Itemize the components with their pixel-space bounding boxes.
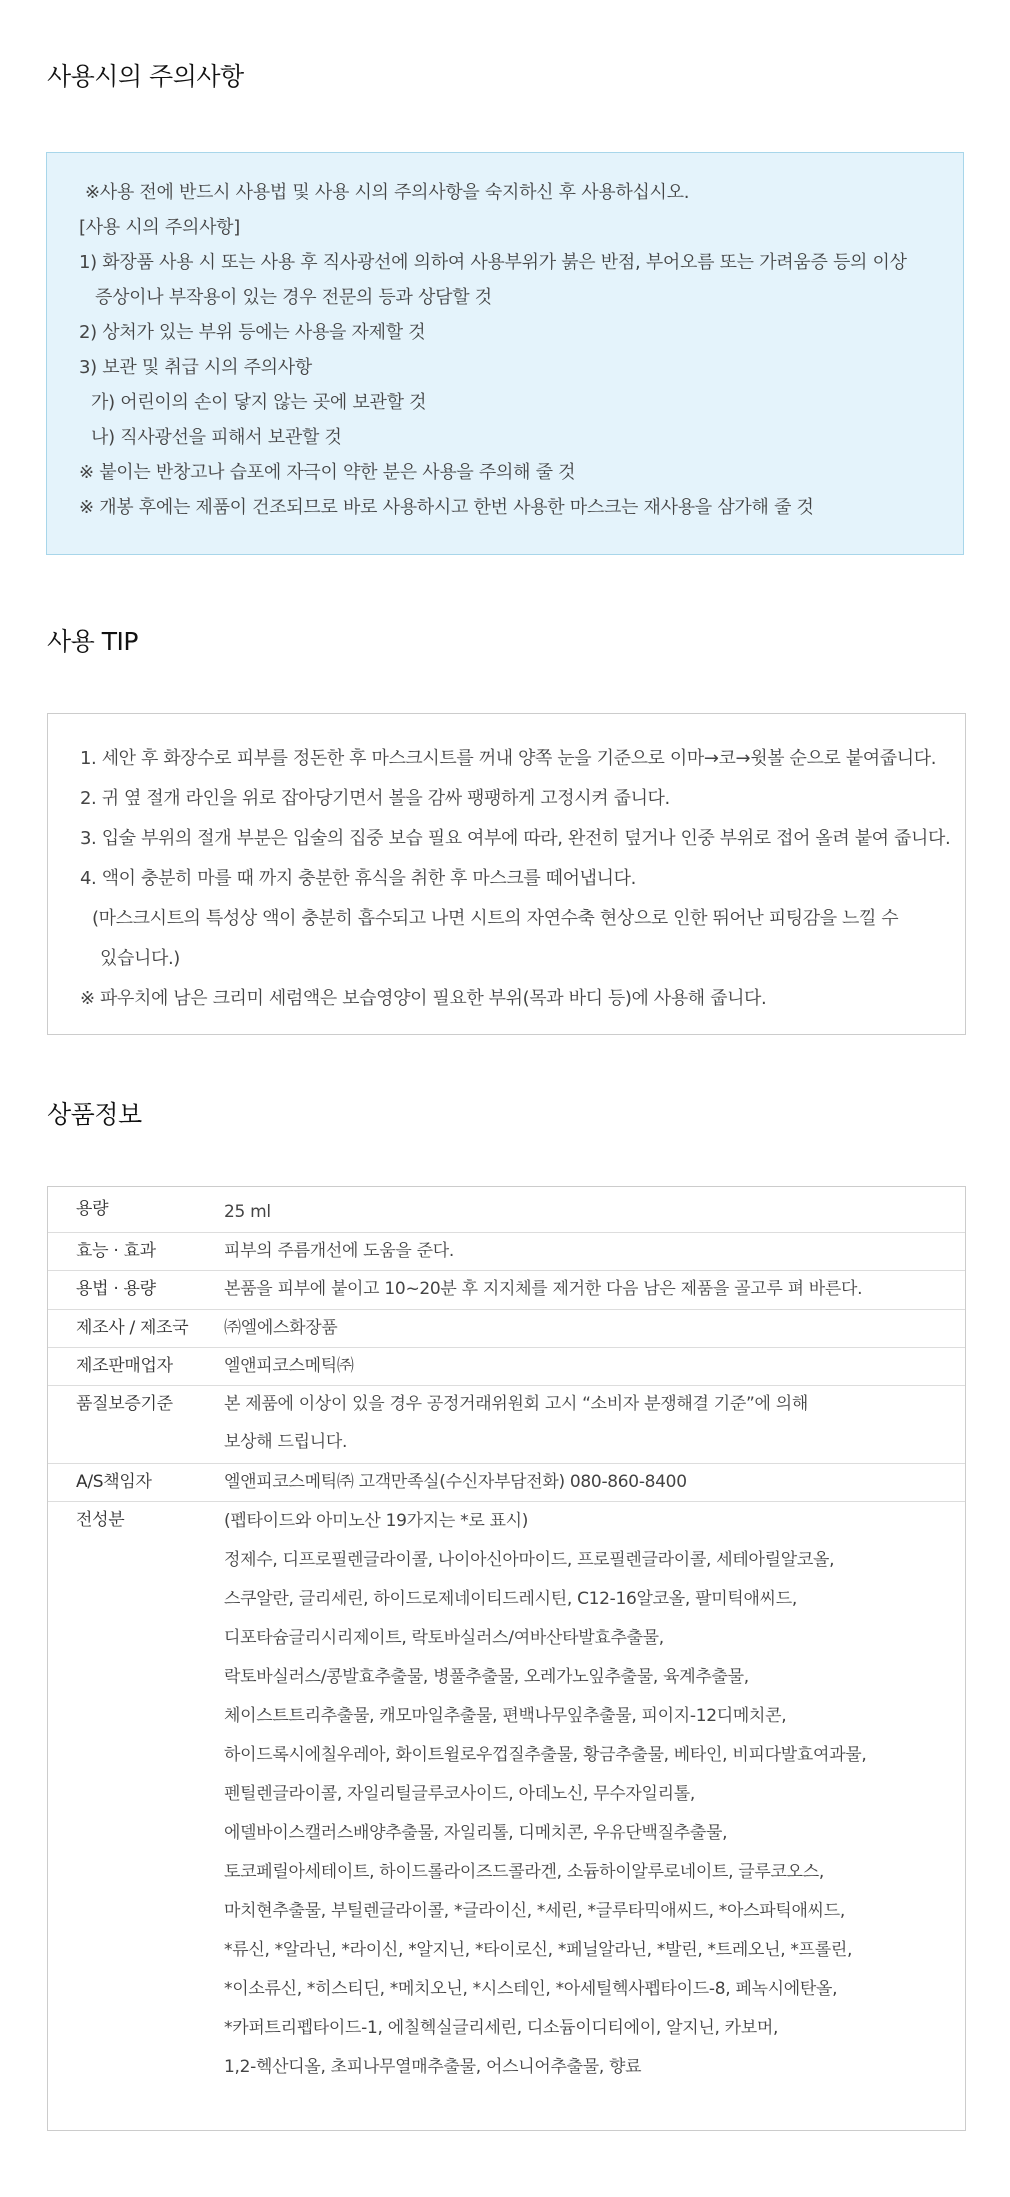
product-title: 상품정보 — [47, 1100, 142, 1129]
tip-line: (마스크시트의 특성상 액이 충분히 흡수되고 나면 시트의 자연수축 현상으로 인한 뛰어난 피팅감을 느낄 수 — [92, 908, 899, 929]
ingredients-list — [224, 1502, 965, 2130]
caution-line: [사용 시의 주의사항] — [79, 217, 240, 238]
row-value — [224, 1464, 965, 1501]
caution-box — [46, 152, 964, 555]
row-label: 용량 — [76, 1199, 109, 1219]
table-row — [48, 1348, 965, 1386]
product-info-table — [47, 1186, 966, 2131]
row-value — [224, 1233, 965, 1270]
tip-box — [47, 713, 966, 1035]
tip-line: 4. 액이 충분히 마를 때 까지 충분한 휴식을 취한 후 마스크를 떼어냅니다. — [80, 868, 636, 889]
caution-line: 나) 직사광선을 피해서 보관할 것 — [91, 427, 342, 448]
table-row — [48, 1187, 965, 1233]
tip-line: 3. 입술 부위의 절개 부분은 입술의 집중 보습 필요 여부에 따라, 완전히 덮거나 인중 부위로 접어 올려 붙여 줍니다. — [80, 828, 951, 849]
value-line: 1,2-헥산디올, 초피나무열매추출물, 어스니어추출물, 향료 — [224, 2057, 642, 2077]
tip-line: 2. 귀 옆 절개 라인을 위로 잡아당기면서 볼을 감싸 팽팽하게 고정시켜 줍니다. — [80, 788, 670, 809]
value-line: 디포타슘글리시리제이트, 락토바실러스/여바산타발효추출물, — [224, 1628, 664, 1648]
caution-line: ※ 개봉 후에는 제품이 건조되므로 바로 사용하시고 한번 사용한 마스크는 재사용을 삼가해 줄 것 — [79, 497, 814, 518]
row-label: 용법 · 용량 — [76, 1279, 156, 1299]
value-line: 25 ml — [224, 1202, 271, 1222]
caution-line: 2) 상처가 있는 부위 등에는 사용을 자제할 것 — [79, 322, 426, 343]
value-line: 엘앤피코스메틱㈜ 고객만족실(수신자부담전화) 080-860-8400 — [224, 1472, 687, 1492]
value-line: *이소류신, *히스티딘, *메치오닌, *시스테인, *아세틸헥사펩타이드-8, 페녹시에탄올, — [224, 1979, 838, 1999]
table-row — [48, 1310, 965, 1348]
value-line: ㈜엘에스화장품 — [224, 1318, 338, 1338]
row-label: 제조사 / 제조국 — [76, 1318, 189, 1338]
row-label: 품질보증기준 — [76, 1394, 173, 1414]
row-label: 효능 · 효과 — [76, 1241, 156, 1261]
row-label: 제조판매업자 — [76, 1356, 173, 1376]
tip-line: ※ 파우치에 남은 크리미 세럼액은 보습영양이 필요한 부위(목과 바디 등)에 사용해 줍니다. — [80, 988, 767, 1009]
caution-line: ※사용 전에 반드시 사용법 및 사용 시의 주의사항을 숙지하신 후 사용하십시오. — [85, 182, 690, 203]
caution-line: 3) 보관 및 취급 시의 주의사항 — [79, 357, 312, 378]
value-line: 마치현추출물, 부틸렌글라이콜, *글라이신, *세린, *글루타믹애씨드, *아스파틱애씨드, — [224, 1901, 845, 1921]
table-row — [48, 1271, 965, 1310]
table-row — [48, 1502, 965, 2130]
value-line: 토코페릴아세테이트, 하이드롤라이즈드콜라겐, 소듐하이알루로네이트, 글루코오스, — [224, 1862, 824, 1882]
tip-line: 있습니다.) — [100, 948, 180, 969]
value-line: (펩타이드와 아미노산 19가지는 *로 표시) — [224, 1511, 529, 1531]
row-label: A/S책임자 — [76, 1472, 152, 1492]
value-line: 에델바이스캘러스배양추출물, 자일리톨, 디메치콘, 우유단백질추출물, — [224, 1823, 728, 1843]
value-line: 본품을 피부에 붙이고 10~20분 후 지지체를 제거한 다음 남은 제품을 골고루 펴 바른다. — [224, 1279, 863, 1299]
caution-title: 사용시의 주의사항 — [47, 62, 244, 91]
row-value — [224, 1348, 965, 1385]
value-line: 하이드록시에칠우레아, 화이트윌로우껍질추출물, 황금추출물, 베타인, 비피다발효여과물, — [224, 1745, 867, 1765]
table-row — [48, 1233, 965, 1271]
caution-line: 가) 어린이의 손이 닿지 않는 곳에 보관할 것 — [91, 392, 427, 413]
value-line: 엘앤피코스메틱㈜ — [224, 1356, 354, 1376]
row-value — [224, 1386, 965, 1463]
value-line: *류신, *알라닌, *라이신, *알지닌, *타이로신, *페닐알라닌, *발린, *트레오닌, *프롤린, — [224, 1940, 853, 1960]
value-line: 펜틸렌글라이콜, 자일리틸글루코사이드, 아데노신, 무수자일리톨, — [224, 1784, 696, 1804]
caution-line: 증상이나 부작용이 있는 경우 전문의 등과 상담할 것 — [95, 287, 492, 308]
tip-line: 1. 세안 후 화장수로 피부를 정돈한 후 마스크시트를 꺼내 양쪽 눈을 기준으로 이마→코→윗볼 순으로 붙여줍니다. — [80, 748, 937, 769]
value-line: 본 제품에 이상이 있을 경우 공정거래위원회 고시 “소비자 분쟁해결 기준”에 의해 — [224, 1394, 808, 1414]
value-line: 피부의 주름개선에 도움을 준다. — [224, 1241, 455, 1261]
caution-line: ※ 붙이는 반창고나 습포에 자극이 약한 분은 사용을 주의해 줄 것 — [79, 462, 576, 483]
value-line: 스쿠알란, 글리세린, 하이드로제네이티드레시틴, C12-16알코올, 팔미틱애씨드, — [224, 1589, 797, 1609]
value-line: *카퍼트리펩타이드-1, 에칠헥실글리세린, 디소듐이디티에이, 알지닌, 카보머, — [224, 2018, 779, 2038]
tip-title: 사용 TIP — [47, 627, 138, 656]
row-label: 전성분 — [76, 1510, 125, 1530]
value-line: 락토바실러스/콩발효추출물, 병풀추출물, 오레가노잎추출물, 육계추출물, — [224, 1667, 749, 1687]
value-line: 보상해 드립니다. — [224, 1432, 348, 1452]
value-line: 정제수, 디프로필렌글라이콜, 나이아신아마이드, 프로필렌글라이콜, 세테아릴알코올, — [224, 1550, 835, 1570]
row-value — [224, 1187, 965, 1232]
row-value — [224, 1271, 965, 1309]
row-value — [224, 1310, 965, 1347]
value-line: 체이스트트리추출물, 캐모마일추출물, 편백나무잎추출물, 피이지-12디메치콘, — [224, 1706, 787, 1726]
caution-line: 1) 화장품 사용 시 또는 사용 후 직사광선에 의하여 사용부위가 붉은 반점, 부어오름 또는 가려움증 등의 이상 — [79, 252, 907, 273]
table-row — [48, 1386, 965, 1464]
table-row — [48, 1464, 965, 1502]
